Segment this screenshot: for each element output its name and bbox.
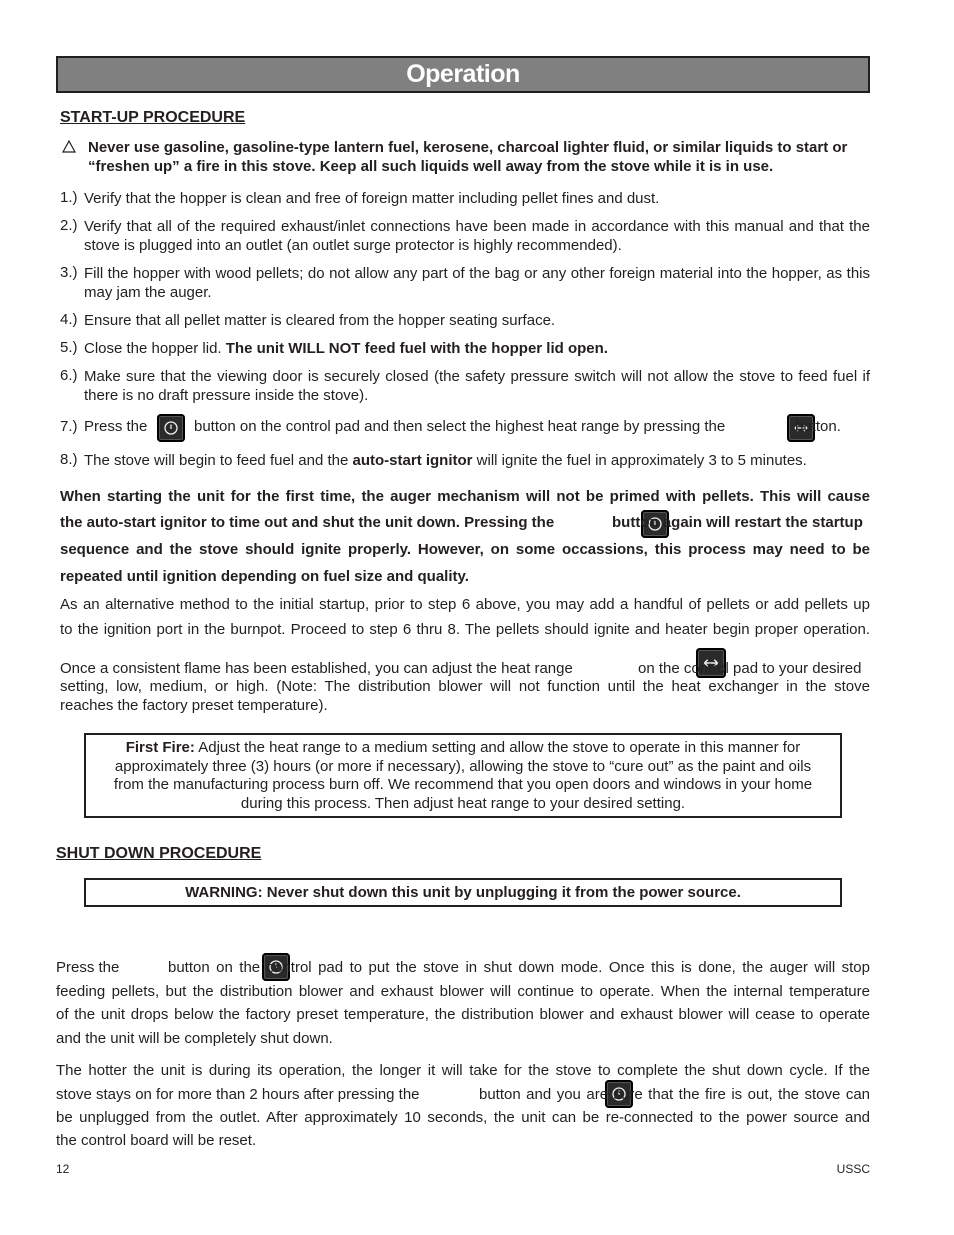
shutdown-text: of the unit drops below the factory preset temperature, the distribution blower and exhaust blower will cease to operate <box>56 1006 870 1023</box>
step-number: 4.) <box>60 311 78 328</box>
startup-warning-line: “freshen up” a fire in this stove. Keep all such liquids well away from the stove while it is in use. <box>88 158 774 175</box>
shutdown-text: be unplugged from the outlet. After approximately 10 seconds, the unit can be re-connected to the power source and <box>56 1109 870 1126</box>
first-fire-label: First Fire: <box>125 739 195 756</box>
page-number: 12 <box>56 1162 70 1176</box>
page-title-banner <box>56 56 870 93</box>
step-text: Verify that the hopper is clean and free of foreign matter including pellet fines and dust. <box>84 190 660 207</box>
step-text-part: will ignite the fuel in approximately 3 to 5 minutes. <box>472 452 807 469</box>
step-text: Verify that all of the required exhaust/inlet connections have been made in accordance with this manual and that the stove is plugged into an outlet (an outlet surge protector is highly recommended). <box>84 218 870 254</box>
first-time-line: sequence and the stove should ignite properly. However, on some occassions, this process may need to be <box>60 541 870 558</box>
step-text: Ensure that all pellet matter is cleared from the hopper seating surface. <box>84 312 556 329</box>
startup-warning <box>88 138 878 176</box>
step-text: Make sure that the viewing door is securely closed (the safety pressure switch will not allow the stove to feed fuel if there is no draft pressure inside the stove). <box>84 368 870 404</box>
first-time-line: button again will restart the startup <box>612 514 863 531</box>
first-fire-line: during this process. Then adjust heat range to your desired setting. <box>240 794 686 812</box>
first-fire-line: approximately three (3) hours (or more if necessary), allowing the stove to “cure out” as the paint and oils <box>114 757 812 775</box>
step-text <box>84 451 870 470</box>
shutdown-text: and the unit will be completely shut down. <box>56 1030 333 1047</box>
first-fire-line: from the manufacturing process burn off. We recommend that you open doors and windows in your home <box>113 776 813 793</box>
shutdown-warning-box <box>84 878 842 907</box>
step-number: 6.) <box>60 367 78 384</box>
first-time-line: the auto-start ignitor to time out and shut the unit down. Pressing the <box>60 514 555 531</box>
first-time-line: When starting the unit for the first time, the auger mechanism will not be primed with pellets. This will cause <box>60 488 870 505</box>
flame-line: on the control pad to your desired <box>638 660 862 677</box>
startup-heading: START-UP PROCEDURE <box>60 109 246 126</box>
alternative-line: As an alternative method to the initial startup, prior to step 6 above, you may add a handful of pellets or add pellets up <box>60 596 870 613</box>
step-text-part: Close the hopper lid. <box>84 340 226 357</box>
step-text-part: button on the control pad and then select the highest heat range by pressing the <box>194 418 726 435</box>
power-button-icon <box>157 414 185 442</box>
first-fire-line <box>86 739 840 758</box>
step-number: 8.) <box>60 451 78 468</box>
step-number: 1.) <box>60 189 78 206</box>
shutdown-text: The hotter the unit is during its operation, the longer it will take for the stove to complete the shut down cycle. If the <box>56 1062 870 1079</box>
step-number: 7.) <box>60 418 78 435</box>
warning-triangle-icon <box>62 140 76 157</box>
step-text-part: button. <box>795 418 841 435</box>
footer-brand: USSC <box>836 1162 870 1176</box>
shutdown-text: the control board will be reset. <box>56 1132 257 1149</box>
shutdown-text: stove stays on for more than 2 hours after pressing the <box>56 1086 420 1103</box>
step-number: 2.) <box>60 217 78 234</box>
step-text-part: The stove will begin to feed fuel and the <box>84 452 353 469</box>
shutdown-text: button and you are sure that the fire is out, the stove can <box>479 1086 870 1103</box>
step-text <box>84 339 870 358</box>
step-text-part: Press the <box>84 418 148 435</box>
step-number: 5.) <box>60 339 78 356</box>
alternative-line: to the ignition port in the burnpot. Proceed to step 6 thru 8. The pellets should ignite and heater begin proper operation. <box>60 621 870 638</box>
page-title: Operation <box>406 60 520 88</box>
flame-line: Once a consistent flame has been established, you can adjust the heat range <box>60 660 573 677</box>
first-fire-text: Adjust the heat range to a medium setting and allow the stove to operate in this manner for <box>194 739 801 756</box>
shutdown-text: Press the <box>56 959 120 976</box>
first-time-line: repeated until ignition depending on fuel size and quality. <box>60 568 469 585</box>
shutdown-text: feeding pellets, but the distribution blower and exhaust blower will continue to operate. When the internal temperature <box>56 983 870 1000</box>
first-fire-box <box>84 733 842 818</box>
shutdown-heading: SHUT DOWN PROCEDURE <box>56 845 262 862</box>
flame-line: setting, low, medium, or high. (Note: The distribution blower will not function until the heat exchanger in the stove <box>60 678 870 695</box>
step-text-bold: The unit WILL NOT feed fuel with the hopper lid open. <box>225 340 608 357</box>
startup-warning-line: Never use gasoline, gasoline-type lantern fuel, kerosene, charcoal lighter fluid, or similar liquids to start or <box>88 139 848 156</box>
flame-line: reaches the factory preset temperature). <box>60 697 328 714</box>
step-text-bold: auto-start ignitor <box>352 452 473 469</box>
step-number: 3.) <box>60 264 78 281</box>
shutdown-text: button on the control pad to put the stove in shut down mode. Once this is done, the auger will stop <box>168 959 870 976</box>
step-text: Fill the hopper with wood pellets; do not allow any part of the bag or any other foreign material into the hopper, as this may jam the auger. <box>84 265 870 301</box>
shutdown-warning: WARNING: Never shut down this unit by unplugging it from the power source. <box>185 884 741 901</box>
